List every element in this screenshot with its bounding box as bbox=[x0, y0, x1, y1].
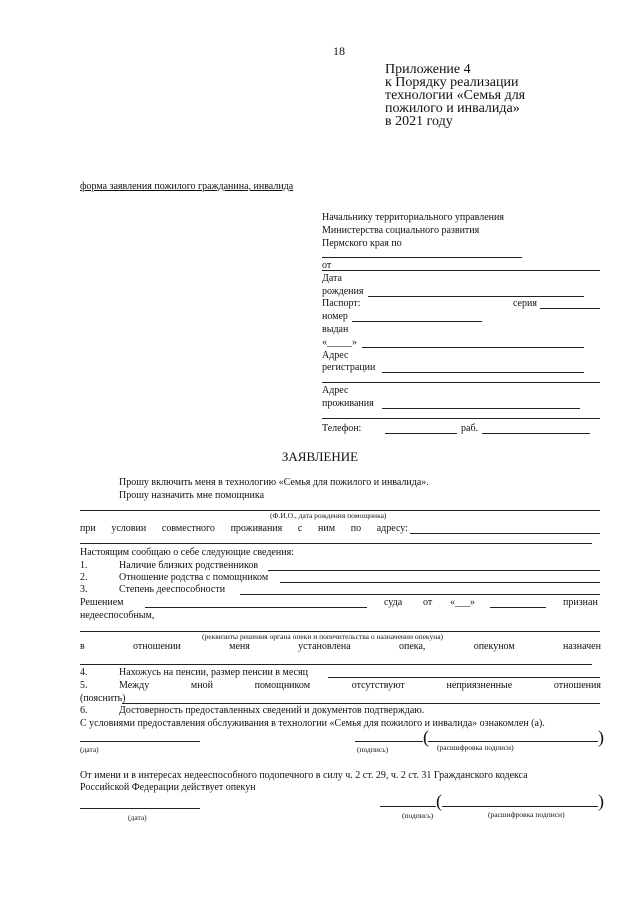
item-number: 2. bbox=[80, 572, 88, 583]
item-pension: Нахожусь на пенсии, размер пенсии в месяц bbox=[119, 667, 308, 678]
item-number: 3. bbox=[80, 584, 88, 595]
date-field[interactable] bbox=[80, 741, 200, 742]
caption-signature: (подпись) bbox=[357, 745, 389, 754]
appendix-line: в 2021 году bbox=[385, 114, 453, 129]
caption-decode-2: (расшифровка подписи) bbox=[488, 810, 565, 819]
guardian-statement: От имени и в интересах недееспособного подопечного в силу ч. 2 ст. 29, ч. 2 ст. 31 Гражданского кодекса bbox=[80, 770, 528, 781]
phone-field[interactable] bbox=[385, 433, 457, 434]
item-number: 6. bbox=[80, 705, 88, 716]
cohab-word: адресу: bbox=[376, 523, 408, 534]
cohab-address-field[interactable] bbox=[410, 533, 600, 534]
reg-address-field[interactable] bbox=[382, 372, 584, 373]
live-address-label: Адрес bbox=[322, 385, 349, 396]
guardian-row bbox=[80, 641, 601, 653]
item5-word: помощником bbox=[254, 680, 311, 691]
guardian-statement-2: Российской Федерации действует опекун bbox=[80, 782, 256, 793]
explain-field[interactable] bbox=[122, 703, 600, 704]
item5-word: отношения bbox=[553, 680, 601, 691]
explain-label: (пояснить) bbox=[80, 693, 126, 704]
item-relatives: Наличие близких родственников bbox=[119, 560, 259, 571]
bracket-open: ( bbox=[436, 791, 442, 811]
decision-date-field[interactable] bbox=[490, 607, 546, 608]
number-field[interactable] bbox=[352, 321, 482, 322]
phone-label: Телефон: bbox=[322, 423, 362, 434]
guardian-word: опека, bbox=[398, 641, 426, 652]
caption-fio: (Ф.И.О., дата рождения помощника) bbox=[270, 511, 387, 520]
court-name-field[interactable] bbox=[145, 607, 367, 608]
work-phone-label: раб. bbox=[461, 423, 479, 434]
guardian-word: меня bbox=[229, 641, 250, 652]
birth-date-field[interactable] bbox=[368, 296, 584, 297]
guardian-decode-field[interactable] bbox=[442, 806, 598, 807]
relatives-field[interactable] bbox=[268, 570, 600, 571]
decision-label: Решением bbox=[80, 597, 124, 608]
guardian-date-field[interactable] bbox=[80, 808, 200, 809]
caption-date: (дата) bbox=[80, 745, 99, 754]
cohab-word: ним bbox=[318, 523, 336, 534]
incapable-label: недееспособным, bbox=[80, 610, 155, 621]
item-number: 4. bbox=[80, 667, 88, 678]
cohab-word: при bbox=[80, 523, 96, 534]
capacity-field[interactable] bbox=[240, 594, 600, 595]
cohab-word: совместного bbox=[161, 523, 215, 534]
form-title: форма заявления пожилого гражданина, инвалида bbox=[80, 181, 294, 192]
guardian-name-field[interactable] bbox=[80, 664, 592, 665]
issued-field[interactable] bbox=[362, 347, 584, 348]
passport-label: Паспорт: bbox=[322, 298, 361, 309]
caption-date-2: (дата) bbox=[128, 813, 147, 822]
reg-address-field-2[interactable] bbox=[322, 382, 600, 383]
caption-guardian: (реквизиты решения органа опеки и попечительства о назначении опекуна) bbox=[202, 632, 444, 641]
from-date-label: от bbox=[423, 597, 433, 608]
page-title: ЗАЯВЛЕНИЕ bbox=[281, 449, 359, 464]
decision-date-quote: «___» bbox=[450, 597, 475, 608]
relationship-field[interactable] bbox=[280, 582, 600, 583]
reg-address-label: Адрес bbox=[322, 350, 349, 361]
info-intro: Настоящим сообщаю о себе следующие сведения: bbox=[80, 547, 294, 558]
item-relationship: Отношение родства с помощником bbox=[119, 572, 269, 583]
item-confirm: Достоверность предоставленных сведений и документов подтверждаю. bbox=[119, 705, 425, 716]
page-number: 18 bbox=[333, 44, 345, 58]
birth-date-label: Дата bbox=[322, 273, 342, 284]
item5-word: Между bbox=[119, 680, 150, 691]
signature-field[interactable] bbox=[355, 741, 423, 742]
guardian-signature-field[interactable] bbox=[380, 806, 436, 807]
number-label: номер bbox=[322, 311, 348, 322]
series-field[interactable] bbox=[540, 308, 600, 309]
declared-label: признан bbox=[563, 597, 598, 608]
guardian-word: отношении bbox=[133, 641, 181, 652]
cohab-word: условии bbox=[111, 523, 147, 534]
issued-label: выдан bbox=[322, 324, 349, 335]
live-address-label-2: проживания bbox=[322, 398, 374, 409]
guardian-word: назначен bbox=[563, 641, 601, 652]
addressee-blank[interactable] bbox=[322, 257, 522, 258]
bracket-open: ( bbox=[423, 727, 429, 747]
guardian-word: установлена bbox=[298, 641, 351, 652]
addressee-line: Начальнику территориального управления bbox=[322, 212, 504, 223]
appendix-block bbox=[385, 63, 525, 128]
addressee-line: Министерства социального развития bbox=[322, 225, 480, 236]
series-label: серия bbox=[513, 298, 537, 309]
live-address-field[interactable] bbox=[382, 408, 580, 409]
birth-date-label-2: рождения bbox=[322, 286, 364, 297]
cohab-row bbox=[80, 523, 408, 535]
item5-word: мной bbox=[190, 680, 213, 691]
cohab-address-field-2[interactable] bbox=[80, 543, 592, 544]
caption-signature-2: (подпись) bbox=[402, 811, 434, 820]
cohab-word: с bbox=[297, 523, 303, 534]
item-capacity: Степень дееспособности bbox=[119, 584, 226, 595]
request-helper: Прошу назначить мне помощника bbox=[119, 490, 265, 501]
work-phone-field[interactable] bbox=[482, 433, 590, 434]
from-label: от bbox=[322, 260, 332, 271]
addressee-line: Пермского края по bbox=[322, 238, 402, 249]
issued-date: «_____» bbox=[322, 337, 357, 348]
guardian-word: в bbox=[80, 641, 85, 652]
from-field[interactable] bbox=[322, 270, 600, 271]
reg-address-label-2: регистрации bbox=[322, 362, 376, 373]
signature-decode-field[interactable] bbox=[428, 741, 598, 742]
item-number: 5. bbox=[80, 680, 88, 691]
caption-decode: (расшифровка подписи) bbox=[437, 743, 514, 752]
court-label: суда bbox=[384, 597, 403, 608]
bracket-close: ) bbox=[598, 791, 604, 811]
request-text: Прошу включить меня в технологию «Семья для пожилого и инвалида». bbox=[119, 477, 429, 488]
pension-field[interactable] bbox=[328, 677, 600, 678]
live-address-field-2[interactable] bbox=[322, 418, 600, 419]
cohab-word: по bbox=[350, 523, 362, 534]
appendix-line: пожилого и инвалида» bbox=[385, 101, 520, 116]
item5-word: неприязненные bbox=[446, 680, 513, 691]
appendix-line: Приложение 4 bbox=[385, 62, 471, 77]
bracket-close: ) bbox=[598, 727, 604, 747]
item5-row bbox=[119, 680, 601, 692]
cohab-word: проживания bbox=[230, 523, 283, 534]
acquainted-text: С условиями предоставления обслуживания в технологии «Семья для пожилого и инвалида» ознакомлен (а). bbox=[80, 718, 545, 729]
appendix-line: технологии «Семья для bbox=[385, 88, 526, 103]
item5-word: отсутствуют bbox=[351, 680, 405, 691]
addressee-block bbox=[322, 211, 504, 250]
appendix-line: к Порядку реализации bbox=[385, 75, 519, 90]
guardian-word: опекуном bbox=[473, 641, 515, 652]
item-number: 1. bbox=[80, 560, 88, 571]
